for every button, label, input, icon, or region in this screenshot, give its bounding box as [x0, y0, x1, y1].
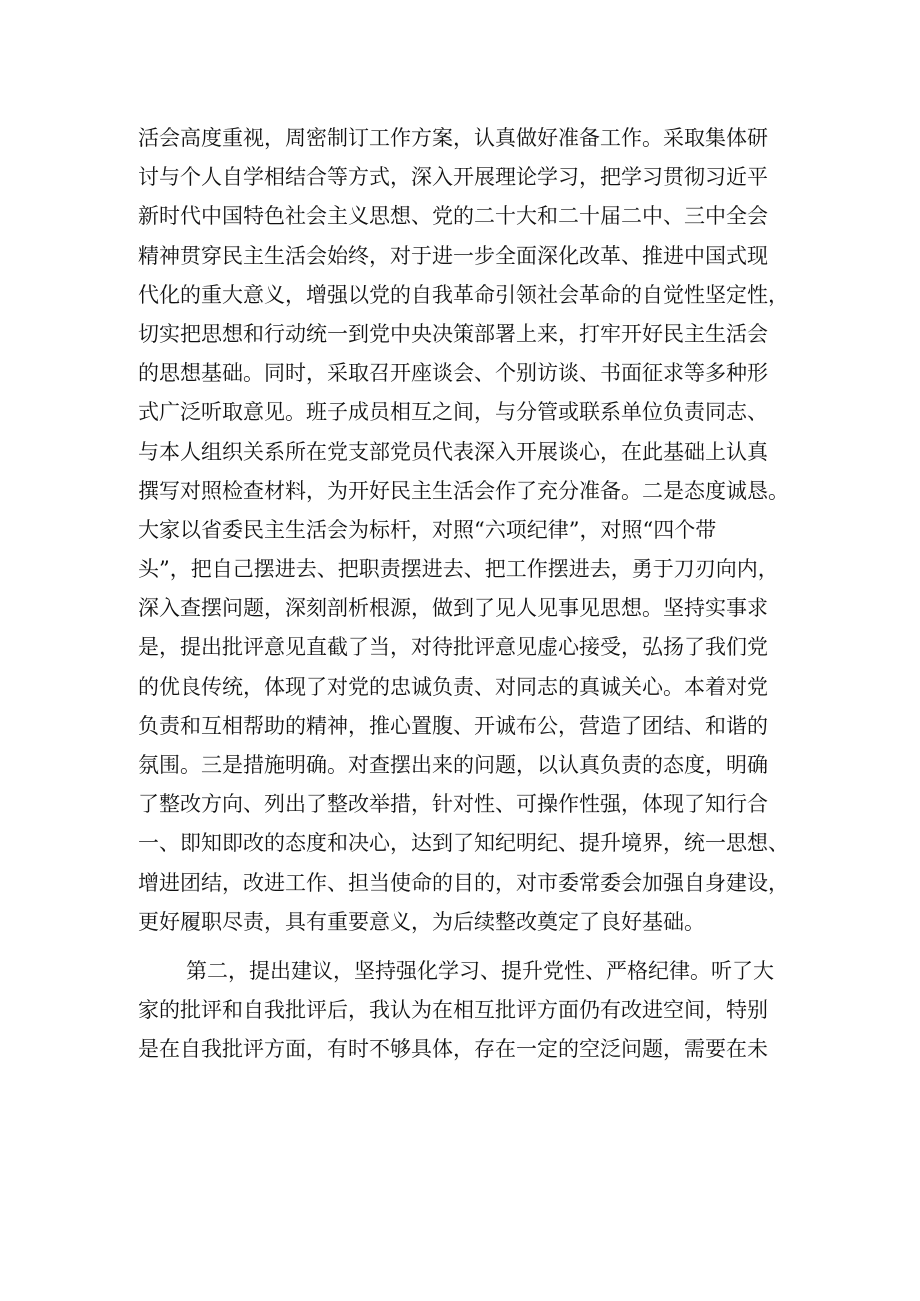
text-line: 切实把思想和行动统一到党中央决策部署上来，打牢开好民主生活会 [138, 321, 768, 346]
text-line: 家的批评和自我批评后，我认为在相互批评方面仍有改进空间，特别 [138, 998, 768, 1023]
text-line: 深入查摆问题，深刻剖析根源，做到了见人见事见思想。坚持实事求 [138, 596, 768, 621]
text-line: 一、即知即改的态度和决心，达到了知纪明纪、提升境界，统一思想、 [138, 831, 789, 856]
text-line: 更好履职尽责，具有重要意义，为后续整改奠定了良好基础。 [138, 909, 705, 934]
text-line: 代化的重大意义，增强以党的自我革命引领社会革命的自觉性坚定性， [138, 282, 789, 307]
text-line: 增进团结，改进工作、担当使命的目的，对市委常委会加强自身建设， [138, 870, 789, 895]
text-line: 精神贯穿民主生活会始终，对于进一步全面深化改革、推进中国式现 [138, 243, 768, 268]
text-line: 新时代中国特色社会主义思想、党的二十大和二十届二中、三中全会 [138, 204, 768, 229]
body-text [138, 119, 798, 1070]
text-line: 是在自我批评方面，有时不够具体，存在一定的空泛问题，需要在未 [138, 1037, 768, 1062]
text-line: 氛围。三是措施明确。对查摆出来的问题，以认真负责的态度，明确 [138, 753, 768, 777]
text-line: 的思想基础。同时，采取召开座谈会、个别访谈、书面征求等多种形 [138, 361, 768, 386]
text-line: 活会高度重视，周密制订工作方案，认真做好准备工作。采取集体研 [138, 126, 768, 150]
text-line: 了整改方向、列出了整改举措，针对性、可操作性强，体现了知行合 [138, 792, 768, 817]
text-line: 负责和互相帮助的精神，推心置腹、开诚布公，营造了团结、和谐的 [138, 713, 768, 738]
text-line: 与本人组织关系所在党支部党员代表深入开展谈心，在此基础上认真 [138, 439, 768, 464]
text-line: 大家以省委民主生活会为标杆，对照“六项纪律”，对照“四个带 [138, 517, 717, 542]
text-line: 的优良传统，体现了对党的忠诚负责、对同志的真诚关心。本着对党 [138, 674, 768, 699]
text-line: 撰写对照检查材料，为开好民主生活会作了充分准备。二是态度诚恳。 [138, 478, 789, 503]
text-line: 头”，把自己摆进去、把职责摆进去、把工作摆进去，勇于刀刃向内， [138, 557, 779, 582]
text-line: 式广泛听取意见。班子成员相互之间，与分管或联系单位负责同志、 [138, 400, 768, 425]
text-line: 是，提出批评意见直截了当，对待批评意见虚心接受，弘扬了我们党 [138, 635, 768, 660]
paragraph-two-first-line: 第二，提出建议，坚持强化学习、提升党性、严格纪律。听了大 [186, 958, 774, 983]
text-line: 讨与个人自学相结合等方式，深入开展理论学习，把学习贯彻习近平 [138, 165, 768, 190]
